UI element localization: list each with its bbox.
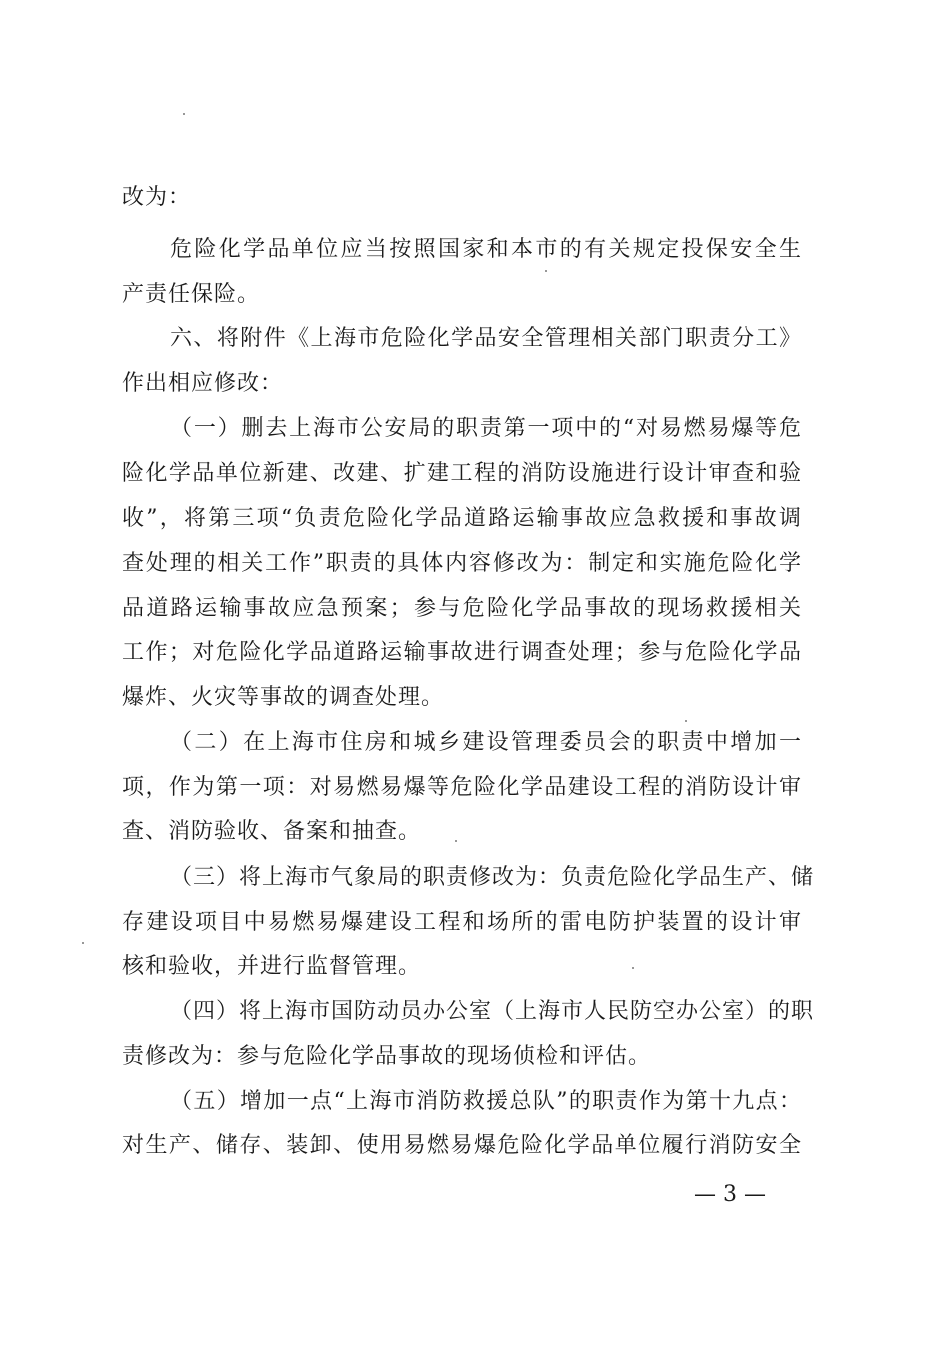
scan-speck (183, 113, 185, 115)
scan-speck (685, 720, 687, 722)
text-line: 品道路运输事故应急预案；参与危险化学品事故的现场救援相关 (122, 596, 802, 621)
text-line: 危险化学品单位应当按照国家和本市的有关规定投保安全生 (170, 237, 802, 262)
text-line: 产责任保险。 (122, 282, 261, 307)
text-line: （五）增加一点“上海市消防救援总队”的职责作为第十九点： (170, 1089, 802, 1114)
text-line: 查处理的相关工作”职责的具体内容修改为：制定和实施危险化学 (122, 551, 802, 576)
text-line: 查、消防验收、备案和抽查。 (122, 819, 422, 844)
text-line: （四）将上海市国防动员办公室（上海市人民防空办公室）的职 (170, 999, 815, 1024)
text-line: （二）在上海市住房和城乡建设管理委员会的职责中增加一 (170, 730, 802, 755)
text-line: 作出相应修改： (122, 371, 284, 396)
text-line: （一）删去上海市公安局的职责第一项中的“对易燃易爆等危 (170, 416, 802, 441)
text-line: 工作；对危险化学品道路运输事故进行调查处理；参与危险化学品 (122, 640, 802, 665)
text-line: （三）将上海市气象局的职责修改为：负责危险化学品生产、储 (170, 865, 815, 890)
scan-speck (632, 967, 634, 969)
text-line: 责修改为：参与危险化学品事故的现场侦检和评估。 (122, 1044, 652, 1069)
text-line: 对生产、储存、装卸、使用易燃易爆危险化学品单位履行消防安全 (122, 1133, 802, 1158)
text-line: 改为： (122, 185, 192, 210)
text-line: 存建设项目中易燃易爆建设工程和场所的雷电防护装置的设计审 (122, 910, 802, 935)
text-line: 险化学品单位新建、改建、扩建工程的消防设施进行设计审查和验 (122, 461, 802, 486)
text-line: 核和验收，并进行监督管理。 (122, 954, 422, 979)
scan-speck (455, 840, 457, 842)
scan-speck (82, 942, 84, 944)
text-line: 收”，将第三项“负责危险化学品道路运输事故应急救援和事故调 (122, 506, 802, 531)
page-number: — 3 — (694, 1182, 766, 1207)
text-line: 项，作为第一项：对易燃易爆等危险化学品建设工程的消防设计审 (122, 775, 802, 800)
text-line: 爆炸、火灾等事故的调查处理。 (122, 685, 445, 710)
scan-speck (545, 270, 547, 272)
text-line: 六、将附件《上海市危险化学品安全管理相关部门职责分工》 (170, 326, 802, 351)
